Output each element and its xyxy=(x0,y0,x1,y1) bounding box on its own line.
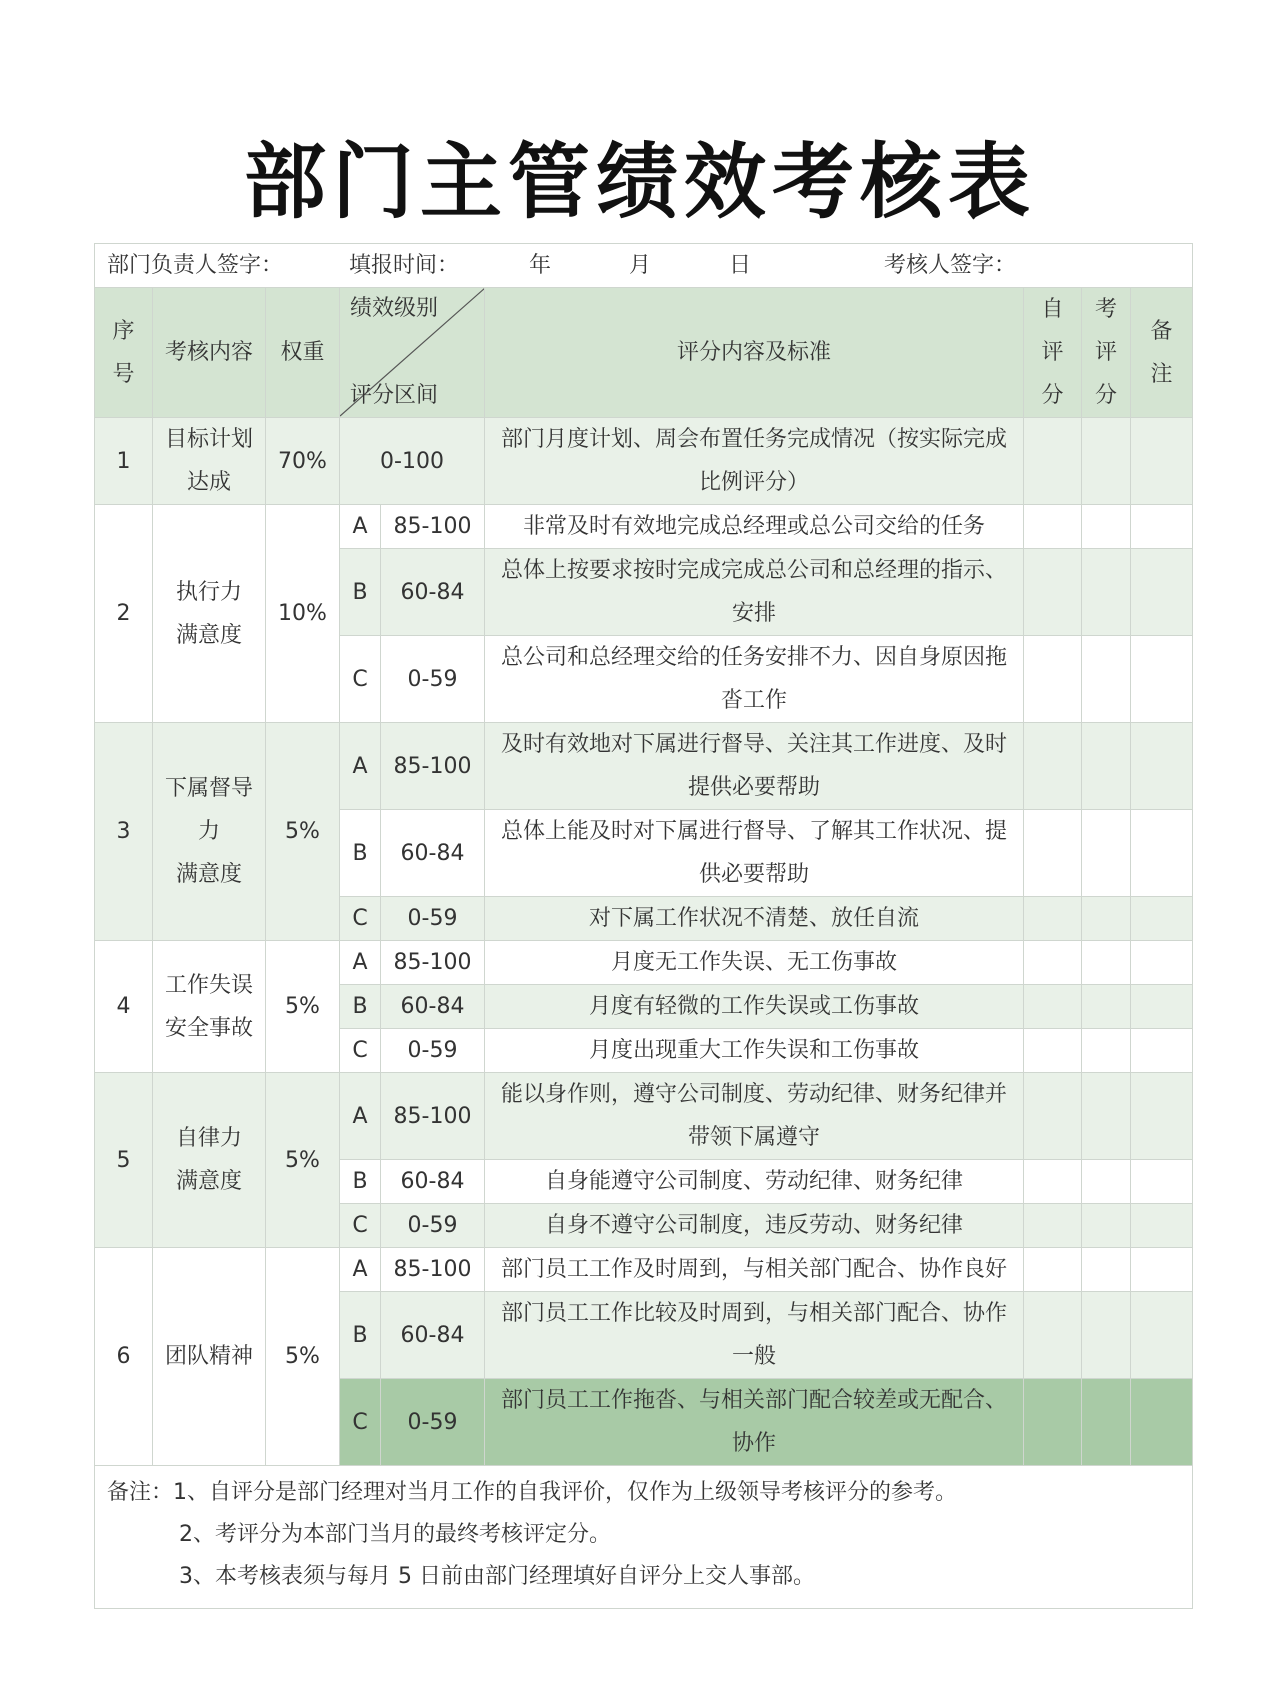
header-seq: 序 号 xyxy=(95,288,153,418)
header-row xyxy=(95,288,1193,418)
range: 85-100 xyxy=(381,505,485,549)
review-score-cell[interactable] xyxy=(1082,1292,1131,1379)
range: 60-84 xyxy=(381,1160,485,1204)
remark-cell[interactable] xyxy=(1131,1073,1193,1160)
item-seq: 5 xyxy=(95,1073,153,1248)
note-line: 备注：1、自评分是部门经理对当月工作的自我评价，仅作为上级领导考核评分的参考。 xyxy=(107,1480,958,1505)
criteria: 自身不遵守公司制度，违反劳动、财务纪律 xyxy=(485,1204,1024,1248)
remark-cell[interactable] xyxy=(1131,941,1193,985)
item-weight: 70% xyxy=(266,418,340,505)
item-weight: 5% xyxy=(266,1248,340,1466)
review-score-cell[interactable] xyxy=(1082,941,1131,985)
review-score-cell[interactable] xyxy=(1082,985,1131,1029)
review-score-cell[interactable] xyxy=(1082,1248,1131,1292)
range: 0-59 xyxy=(381,1379,485,1466)
item-weight: 5% xyxy=(266,723,340,941)
range: 85-100 xyxy=(381,1248,485,1292)
year-label: 年 xyxy=(529,253,552,278)
self-score-cell[interactable] xyxy=(1024,810,1082,897)
review-score-cell[interactable] xyxy=(1082,1379,1131,1466)
remark-cell[interactable] xyxy=(1131,1379,1193,1466)
range: 0-59 xyxy=(381,1029,485,1073)
notes-label: 备注： xyxy=(107,1480,174,1505)
remark-cell[interactable] xyxy=(1131,985,1193,1029)
table-row xyxy=(95,418,1193,505)
item-seq: 6 xyxy=(95,1248,153,1466)
item-name: 执行力 满意度 xyxy=(153,505,266,723)
dept-sign-label: 部门负责人签字： xyxy=(107,253,284,278)
criteria: 总体上能及时对下属进行督导、了解其工作状况、提 供必要帮助 xyxy=(485,810,1024,897)
note-line: 3、本考核表须与每月 5 日前由部门经理填好自评分上交人事部。 xyxy=(179,1564,815,1589)
review-score-cell[interactable] xyxy=(1082,505,1131,549)
remark-cell[interactable] xyxy=(1131,505,1193,549)
header-content: 考核内容 xyxy=(153,288,266,418)
header-range: 评分区间 xyxy=(350,383,439,408)
header-review-score: 考 评 分 xyxy=(1082,288,1131,418)
remark-cell[interactable] xyxy=(1131,418,1193,505)
performance-table xyxy=(94,243,1193,1609)
item-weight: 5% xyxy=(266,1073,340,1248)
self-score-cell[interactable] xyxy=(1024,1248,1082,1292)
remark-cell[interactable] xyxy=(1131,636,1193,723)
self-score-cell[interactable] xyxy=(1024,1029,1082,1073)
month-label: 月 xyxy=(629,253,652,278)
criteria: 能以身作则，遵守公司制度、劳动纪律、财务纪律并 带领下属遵守 xyxy=(485,1073,1024,1160)
review-score-cell[interactable] xyxy=(1082,810,1131,897)
review-score-cell[interactable] xyxy=(1082,1073,1131,1160)
grade: B xyxy=(340,1160,381,1204)
grade: A xyxy=(340,1248,381,1292)
review-score-cell[interactable] xyxy=(1082,418,1131,505)
header-level-range xyxy=(340,288,485,418)
notes-row xyxy=(95,1466,1193,1609)
grade: B xyxy=(340,985,381,1029)
item-criteria: 部门月度计划、周会布置任务完成情况（按实际完成 比例评分） xyxy=(485,418,1024,505)
table-row xyxy=(95,1073,1193,1160)
range: 0-59 xyxy=(381,636,485,723)
remark-cell[interactable] xyxy=(1131,897,1193,941)
item-range: 0-100 xyxy=(340,418,485,505)
item-seq: 2 xyxy=(95,505,153,723)
grade: B xyxy=(340,810,381,897)
header-criteria: 评分内容及标准 xyxy=(485,288,1024,418)
criteria: 月度无工作失误、无工伤事故 xyxy=(485,941,1024,985)
header-remark: 备 注 xyxy=(1131,288,1193,418)
range: 85-100 xyxy=(381,941,485,985)
review-score-cell[interactable] xyxy=(1082,723,1131,810)
criteria: 及时有效地对下属进行督导、关注其工作进度、及时 提供必要帮助 xyxy=(485,723,1024,810)
remark-cell[interactable] xyxy=(1131,1292,1193,1379)
remark-cell[interactable] xyxy=(1131,1204,1193,1248)
item-seq: 3 xyxy=(95,723,153,941)
self-score-cell[interactable] xyxy=(1024,985,1082,1029)
self-score-cell[interactable] xyxy=(1024,1379,1082,1466)
grade: A xyxy=(340,723,381,810)
review-score-cell[interactable] xyxy=(1082,1204,1131,1248)
item-name: 目标计划 达成 xyxy=(153,418,266,505)
grade: C xyxy=(340,1029,381,1073)
range: 0-59 xyxy=(381,897,485,941)
day-label: 日 xyxy=(729,253,752,278)
header-level: 绩效级别 xyxy=(350,296,439,321)
item-weight: 5% xyxy=(266,941,340,1073)
criteria: 对下属工作状况不清楚、放任自流 xyxy=(485,897,1024,941)
self-score-cell[interactable] xyxy=(1024,1073,1082,1160)
table-row xyxy=(95,941,1193,985)
self-score-cell[interactable] xyxy=(1024,897,1082,941)
criteria: 非常及时有效地完成总经理或总公司交给的任务 xyxy=(485,505,1024,549)
info-row xyxy=(95,244,1193,288)
range: 85-100 xyxy=(381,1073,485,1160)
remark-cell[interactable] xyxy=(1131,549,1193,636)
page-title: 部门主管绩效考核表 xyxy=(243,135,1036,230)
criteria: 总体上按要求按时完成完成总公司和总经理的指示、 安排 xyxy=(485,549,1024,636)
grade: C xyxy=(340,636,381,723)
self-score-cell[interactable] xyxy=(1024,723,1082,810)
range: 60-84 xyxy=(381,985,485,1029)
range: 0-59 xyxy=(381,1204,485,1248)
grade: A xyxy=(340,505,381,549)
review-score-cell[interactable] xyxy=(1082,549,1131,636)
grade: C xyxy=(340,1379,381,1466)
header-self-score: 自 评 分 xyxy=(1024,288,1082,418)
range: 60-84 xyxy=(381,810,485,897)
remark-cell[interactable] xyxy=(1131,723,1193,810)
grade: A xyxy=(340,1073,381,1160)
review-score-cell[interactable] xyxy=(1082,1160,1131,1204)
remark-cell[interactable] xyxy=(1131,1160,1193,1204)
self-score-cell[interactable] xyxy=(1024,941,1082,985)
item-name: 团队精神 xyxy=(153,1248,266,1466)
table-row xyxy=(95,505,1193,549)
criteria: 月度出现重大工作失误和工伤事故 xyxy=(485,1029,1024,1073)
range: 85-100 xyxy=(381,723,485,810)
remark-cell[interactable] xyxy=(1131,1029,1193,1073)
self-score-cell[interactable] xyxy=(1024,1292,1082,1379)
range: 60-84 xyxy=(381,549,485,636)
item-seq: 4 xyxy=(95,941,153,1073)
self-score-cell[interactable] xyxy=(1024,1204,1082,1248)
reviewer-sign-label: 考核人签字： xyxy=(884,253,1017,278)
table-row xyxy=(95,1248,1193,1292)
grade: C xyxy=(340,897,381,941)
item-name: 自律力 满意度 xyxy=(153,1073,266,1248)
self-score-cell[interactable] xyxy=(1024,1160,1082,1204)
item-name: 工作失误 安全事故 xyxy=(153,941,266,1073)
item-name: 下属督导 力 满意度 xyxy=(153,723,266,941)
review-score-cell[interactable] xyxy=(1082,636,1131,723)
criteria: 自身能遵守公司制度、劳动纪律、财务纪律 xyxy=(485,1160,1024,1204)
grade: B xyxy=(340,1292,381,1379)
criteria: 部门员工工作比较及时周到，与相关部门配合、协作 一般 xyxy=(485,1292,1024,1379)
notes xyxy=(95,1466,1193,1609)
criteria: 部门员工工作拖沓、与相关部门配合较差或无配合、 协作 xyxy=(485,1379,1024,1466)
remark-cell[interactable] xyxy=(1131,810,1193,897)
note-line: 2、考评分为本部门当月的最终考核评定分。 xyxy=(179,1522,611,1547)
grade: B xyxy=(340,549,381,636)
review-score-cell[interactable] xyxy=(1082,1029,1131,1073)
item-weight: 10% xyxy=(266,505,340,723)
self-score-cell[interactable] xyxy=(1024,418,1082,505)
criteria: 总公司和总经理交给的任务安排不力、因自身原因拖 沓工作 xyxy=(485,636,1024,723)
item-seq: 1 xyxy=(95,418,153,505)
self-score-cell[interactable] xyxy=(1024,636,1082,723)
criteria: 部门员工工作及时周到，与相关部门配合、协作良好 xyxy=(485,1248,1024,1292)
criteria: 月度有轻微的工作失误或工伤事故 xyxy=(485,985,1024,1029)
remark-cell[interactable] xyxy=(1131,1248,1193,1292)
range: 60-84 xyxy=(381,1292,485,1379)
review-score-cell[interactable] xyxy=(1082,897,1131,941)
grade: A xyxy=(340,941,381,985)
grade: C xyxy=(340,1204,381,1248)
fill-time-label: 填报时间： xyxy=(349,253,460,278)
self-score-cell[interactable] xyxy=(1024,549,1082,636)
self-score-cell[interactable] xyxy=(1024,505,1082,549)
table-row xyxy=(95,723,1193,810)
header-weight: 权重 xyxy=(266,288,340,418)
